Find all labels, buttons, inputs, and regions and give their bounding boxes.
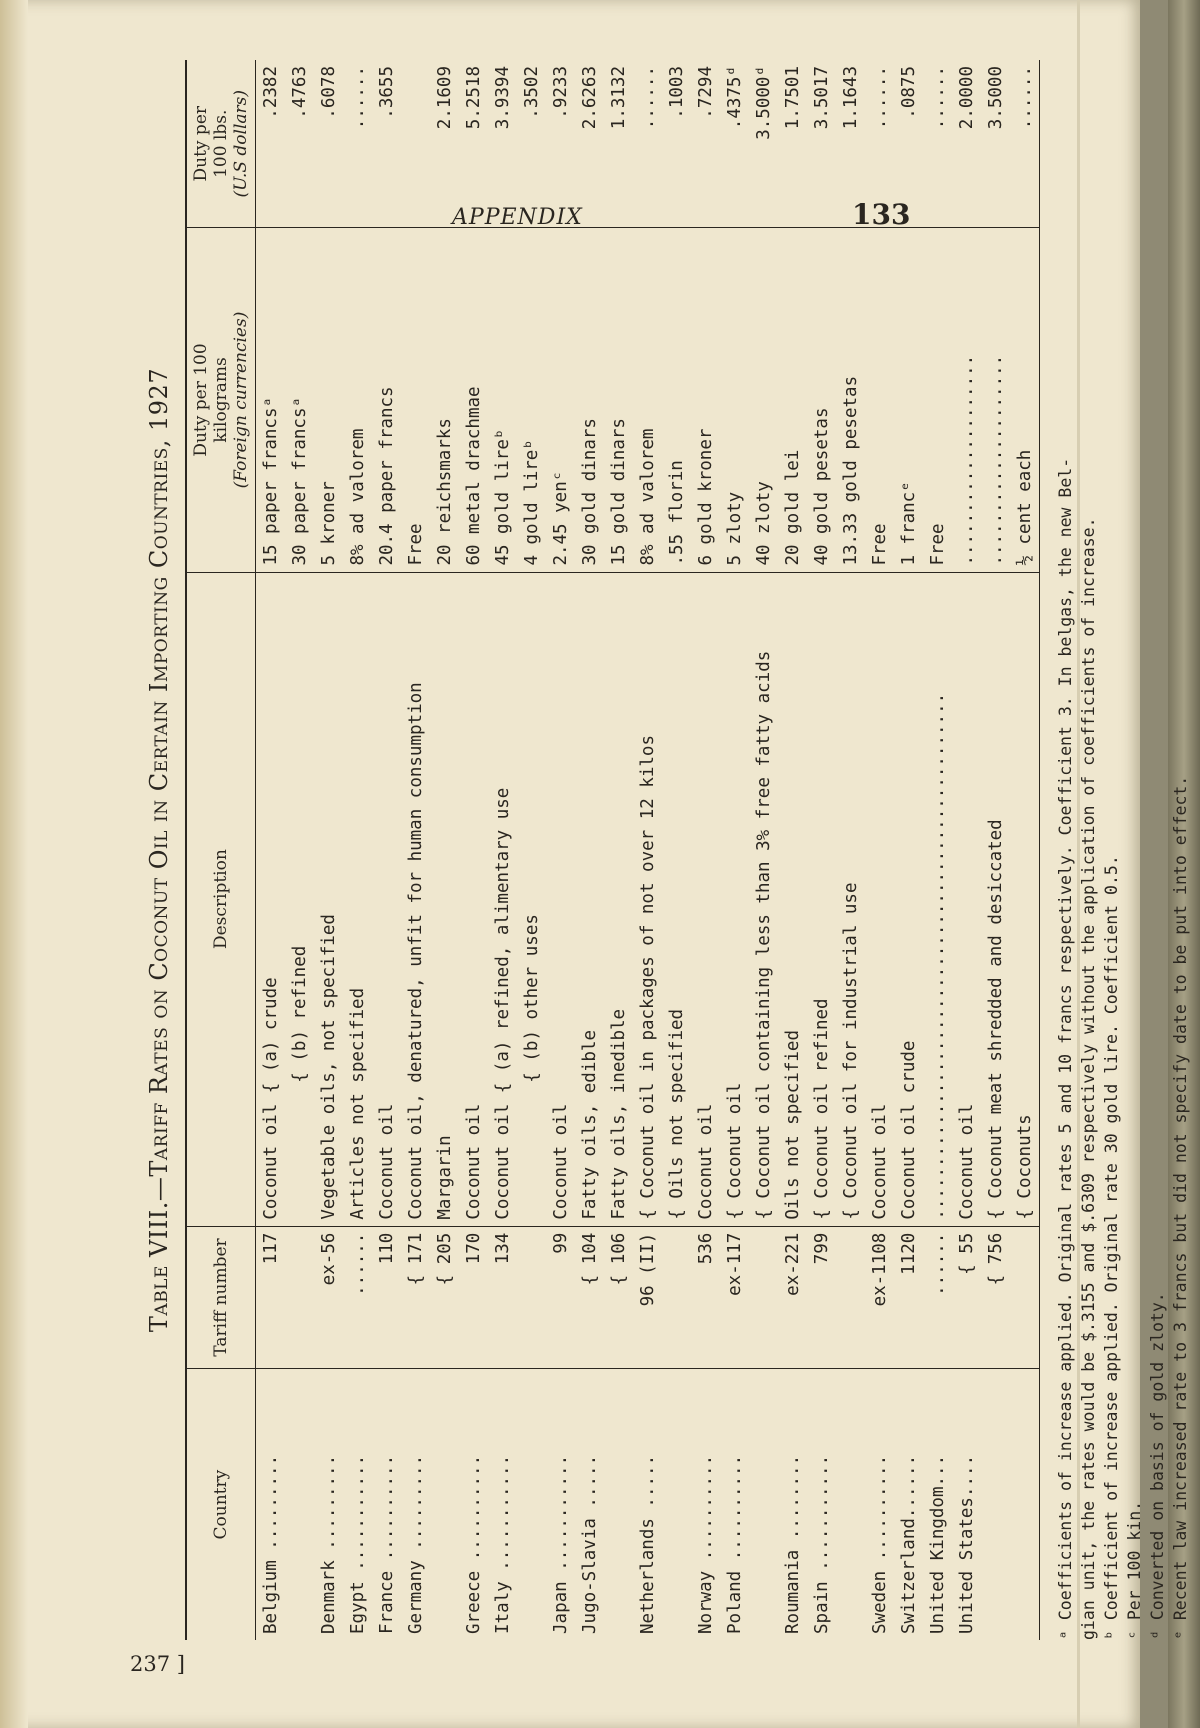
table-row <box>575 60 604 1640</box>
cell-tariff: { 171 <box>401 1226 430 1369</box>
cell-tariff <box>1010 1226 1040 1369</box>
cell-duty-usd: .1003 <box>662 60 691 228</box>
cell-tariff: ex-117 <box>720 1226 749 1369</box>
cell-tariff: 96 (II) <box>633 1226 662 1369</box>
table-row <box>923 60 952 1640</box>
cell-country: United States.... <box>956 1454 977 1634</box>
cell-duty-foreign: .................... <box>981 228 1010 572</box>
table-row <box>691 60 720 1640</box>
cell-duty-foreign: 4 gold lireᵇ <box>517 228 546 572</box>
cell-description: .................................................. <box>923 572 952 1226</box>
table-row <box>836 60 865 1640</box>
cell-country <box>517 1369 546 1640</box>
footnotes <box>1054 60 1192 1640</box>
cell-tariff: { 756 <box>981 1226 1010 1369</box>
cell-duty-usd: 5.2518 <box>459 60 488 228</box>
cell-duty-foreign: 20.4 paper francs <box>372 228 401 572</box>
table-row <box>459 60 488 1640</box>
cell-duty-foreign: 15 gold dinars <box>604 228 633 572</box>
footnote: ᶜ Per 100 kin. <box>1125 1500 1144 1640</box>
cell-duty-foreign: .................... <box>952 228 981 572</box>
cell-country: Italy ........... <box>492 1454 513 1634</box>
cell-description: Coconut oil { (a) crude <box>256 572 286 1226</box>
table-row <box>981 60 1010 1640</box>
cell-duty-foreign: 2.45 yenᶜ <box>546 228 575 572</box>
cell-description: Coconut oil <box>546 572 575 1226</box>
table-row <box>372 60 401 1640</box>
cell-country: Spain ........... <box>811 1454 832 1634</box>
cell-duty-foreign: Free <box>865 228 894 572</box>
page-number: 133 <box>852 198 911 231</box>
cell-tariff <box>749 1226 778 1369</box>
cell-country <box>430 1369 459 1640</box>
cell-tariff <box>836 1226 865 1369</box>
footnote: ᵉ Recent law increased rate to 3 francs but did not specify date to be put into effect. <box>1171 775 1190 1640</box>
cell-duty-usd: 1.7501 <box>778 60 807 228</box>
cell-description: Coconut oil <box>952 572 981 1226</box>
cell-description: Articles not specified <box>343 572 372 1226</box>
cell-tariff: ...... <box>923 1226 952 1369</box>
table-row <box>1010 60 1040 1640</box>
cell-duty-usd: .3502 <box>517 60 546 228</box>
cell-tariff: 99 <box>546 1226 575 1369</box>
cell-description: Coconut oil <box>865 572 894 1226</box>
cell-duty-usd: 3.9394 <box>488 60 517 228</box>
cell-duty-usd: 1.1643 <box>836 60 865 228</box>
cell-country <box>836 1369 865 1640</box>
cell-duty-foreign: ½ cent each <box>1010 228 1040 572</box>
cell-description: Coconut oil <box>459 572 488 1226</box>
cell-duty-usd: .4375ᵈ <box>720 60 749 228</box>
cell-country <box>662 1369 691 1640</box>
cell-description: { Coconut oil for industrial use <box>836 572 865 1226</box>
cell-duty-foreign: 20 reichsmarks <box>430 228 459 572</box>
table-row <box>778 60 807 1640</box>
cell-description: Fatty oils, edible <box>575 572 604 1226</box>
cell-description: Margarin <box>430 572 459 1226</box>
cell-duty-usd: 1.3132 <box>604 60 633 228</box>
cell-tariff <box>662 1226 691 1369</box>
cell-duty-usd: .9233 <box>546 60 575 228</box>
table-row <box>285 60 314 1640</box>
cell-duty-foreign: 40 gold pesetas <box>807 228 836 572</box>
cell-description: Fatty oils, inedible <box>604 572 633 1226</box>
cell-tariff: { 55 <box>952 1226 981 1369</box>
col-duty-usd-line3: (U.S dollars) <box>231 90 251 198</box>
cell-tariff: ex-1108 <box>865 1226 894 1369</box>
table-row <box>604 60 633 1640</box>
cell-duty-usd <box>401 60 430 228</box>
cell-duty-usd: .7294 <box>691 60 720 228</box>
cell-description: { Coconut oil <box>720 572 749 1226</box>
cell-duty-foreign: .55 florin <box>662 228 691 572</box>
cell-tariff: 134 <box>488 1226 517 1369</box>
cell-tariff: 170 <box>459 1226 488 1369</box>
col-duty-foreign <box>186 228 256 572</box>
tariff-table <box>185 60 1040 1640</box>
col-description: Description <box>186 572 256 1226</box>
cell-country <box>604 1369 633 1640</box>
col-country: Country <box>186 1369 256 1640</box>
side-page-marker: 237 ] <box>130 1652 185 1676</box>
table-row <box>430 60 459 1640</box>
cell-description: { Coconut meat shredded and desiccated <box>981 572 1010 1226</box>
cell-duty-foreign: 1 francᵉ <box>894 228 923 572</box>
cell-duty-foreign: 5 kroner <box>314 228 343 572</box>
cell-country: Japan ........... <box>550 1454 571 1634</box>
cell-duty-foreign: 45 gold lireᵇ <box>488 228 517 572</box>
cell-duty-usd: ...... <box>343 60 372 228</box>
table-row <box>865 60 894 1640</box>
cell-tariff: ...... <box>343 1226 372 1369</box>
cell-tariff: 110 <box>372 1226 401 1369</box>
cell-description: Vegetable oils, not specified <box>314 572 343 1226</box>
cell-duty-foreign: Free <box>923 228 952 572</box>
footnote: ᵃ Coefficients of increase applied. Original rates 5 and 10 francs respectively. Coefficient 3. In belgas, the new Bel- <box>1056 457 1075 1640</box>
cell-country: Belgium ......... <box>260 1454 281 1634</box>
table-row <box>633 60 662 1640</box>
header-row <box>186 60 256 1640</box>
cell-duty-usd: .4763 <box>285 60 314 228</box>
cell-country: Roumania ........ <box>782 1454 803 1634</box>
cell-tariff: ex-56 <box>314 1226 343 1369</box>
cell-description: { (b) refined <box>285 572 314 1226</box>
cell-duty-foreign: 15 paper francsᵃ <box>256 228 286 572</box>
cell-country: Denmark ......... <box>318 1454 339 1634</box>
table-row <box>807 60 836 1640</box>
table-row <box>256 60 286 1640</box>
col-duty-foreign-line2: kilograms <box>211 357 231 443</box>
cell-country: Norway .......... <box>695 1454 716 1634</box>
cell-duty-foreign: 8% ad valorem <box>343 228 372 572</box>
cell-tariff: 799 <box>807 1226 836 1369</box>
cell-tariff: 536 <box>691 1226 720 1369</box>
cell-description: Coconut oil crude <box>894 572 923 1226</box>
cell-country: Netherlands ..... <box>637 1454 658 1634</box>
table-row <box>314 60 343 1640</box>
cell-tariff: { 104 <box>575 1226 604 1369</box>
cell-duty-foreign: 8% ad valorem <box>633 228 662 572</box>
col-duty-foreign-line3: (Foreign currencies) <box>231 311 251 489</box>
table-title: Table VIII.—Tariff Rates on Coconut Oil in Certain Importing Countries, 1927 <box>145 367 173 1333</box>
cell-tariff: 117 <box>256 1226 286 1369</box>
rotated-table-block <box>133 60 1190 1640</box>
cell-duty-foreign: 13.33 gold pesetas <box>836 228 865 572</box>
table-row <box>749 60 778 1640</box>
cell-description: Coconut oil, denatured, unfit for human consumption <box>401 572 430 1226</box>
cell-country: Sweden .......... <box>869 1454 890 1634</box>
gutter-shadow <box>0 0 28 1728</box>
cell-duty-usd: ...... <box>865 60 894 228</box>
cell-duty-usd: .2382 <box>256 60 286 228</box>
col-duty-usd-line1: Duty per <box>191 105 211 182</box>
cell-country: Germany ......... <box>405 1454 426 1634</box>
cell-duty-foreign: 30 paper francsᵃ <box>285 228 314 572</box>
cell-duty-usd: 3.5017 <box>807 60 836 228</box>
table-row <box>720 60 749 1640</box>
cell-description: Coconut oil <box>372 572 401 1226</box>
table-row <box>894 60 923 1640</box>
cell-duty-foreign: 5 zloty <box>720 228 749 572</box>
cell-description: Coconut oil { (a) refined, alimentary use <box>488 572 517 1226</box>
cell-description: { Coconut oil refined <box>807 572 836 1226</box>
table-row <box>517 60 546 1640</box>
cell-duty-foreign: Free <box>401 228 430 572</box>
cell-duty-usd: .0875 <box>894 60 923 228</box>
cell-country <box>981 1369 1010 1640</box>
table-row <box>488 60 517 1640</box>
cell-duty-usd: 2.0000 <box>952 60 981 228</box>
cell-country <box>1010 1369 1040 1640</box>
cell-country: Switzerland...... <box>898 1454 919 1634</box>
cell-description: { (b) other uses <box>517 572 546 1226</box>
cell-duty-usd: .6078 <box>314 60 343 228</box>
footnote: gian unit, the rates would be $.3155 and $.6309 respectively without the application of coefficients of increase. <box>1079 517 1098 1640</box>
cell-duty-foreign: 20 gold lei <box>778 228 807 572</box>
col-duty-usd-line2: 100 lbs. <box>211 109 231 178</box>
col-duty-usd <box>186 60 256 228</box>
cell-duty-usd: ...... <box>633 60 662 228</box>
cell-duty-usd: 2.1609 <box>430 60 459 228</box>
cell-country: Greece .......... <box>463 1454 484 1634</box>
table-row <box>952 60 981 1640</box>
table-row <box>546 60 575 1640</box>
cell-duty-usd: 3.5000 <box>981 60 1010 228</box>
cell-description: { Oils not specified <box>662 572 691 1226</box>
cell-country <box>749 1369 778 1640</box>
col-tariff: Tariff number <box>186 1226 256 1369</box>
cell-duty-foreign: 6 gold kroner <box>691 228 720 572</box>
cell-description: { Coconut oil in packages of not over 12 kilos <box>633 572 662 1226</box>
col-duty-foreign-line1: Duty per 100 <box>191 343 211 457</box>
footnote: ᵇ Coefficient of increase applied. Original rate 30 gold lire. Coefficient 0.5. <box>1102 855 1121 1640</box>
cell-duty-foreign: 30 gold dinars <box>575 228 604 572</box>
cell-duty-foreign: 40 zloty <box>749 228 778 572</box>
table-row <box>343 60 372 1640</box>
cell-tariff: { 106 <box>604 1226 633 1369</box>
cell-tariff: ex-221 <box>778 1226 807 1369</box>
cell-country: United Kingdom... <box>927 1454 948 1634</box>
cell-tariff <box>517 1226 546 1369</box>
cell-country: France .......... <box>376 1454 397 1634</box>
cell-duty-usd: ...... <box>1010 60 1040 228</box>
cell-description: Coconut oil <box>691 572 720 1226</box>
table-row <box>401 60 430 1640</box>
cell-country: Egypt ........... <box>347 1454 368 1634</box>
running-head: APPENDIX <box>452 205 583 230</box>
cell-duty-usd: 3.5000ᵈ <box>749 60 778 228</box>
cell-description: Oils not specified <box>778 572 807 1226</box>
cell-country: Jugo-Slavia ..... <box>579 1454 600 1634</box>
cell-tariff: { 205 <box>430 1226 459 1369</box>
cell-country <box>285 1369 314 1640</box>
cell-duty-foreign: 60 metal drachmae <box>459 228 488 572</box>
cell-description: { Coconut oil containing less than 3% free fatty acids <box>749 572 778 1226</box>
cell-tariff <box>285 1226 314 1369</box>
cell-duty-usd: 2.6263 <box>575 60 604 228</box>
cell-duty-usd: ...... <box>923 60 952 228</box>
footnote: ᵈ Converted on basis of gold zloty. <box>1148 1292 1167 1640</box>
cell-tariff: 1120 <box>894 1226 923 1369</box>
cell-country: Poland .......... <box>724 1454 745 1634</box>
table-row <box>662 60 691 1640</box>
cell-description: { Coconuts <box>1010 572 1040 1226</box>
cell-duty-usd: .3655 <box>372 60 401 228</box>
